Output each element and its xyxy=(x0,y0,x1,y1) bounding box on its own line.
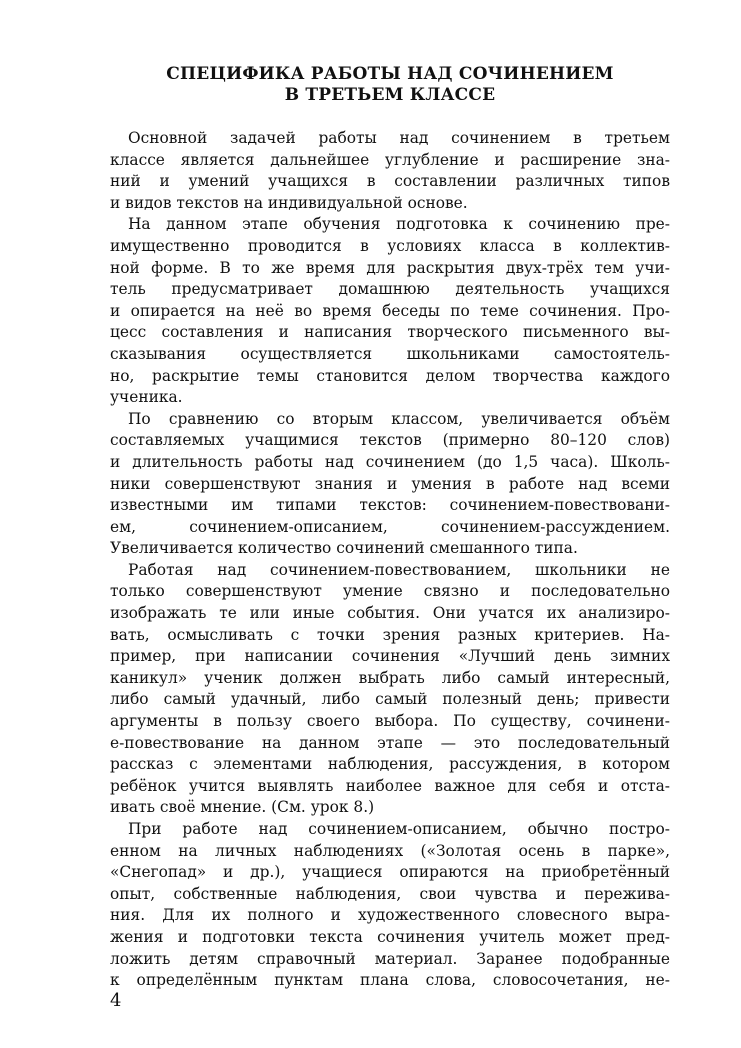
paragraph-line: и видов текстов на индивидуальной основе. xyxy=(110,193,468,212)
paragraph-line: каникул» ученик должен выбрать либо самый интересный, xyxy=(110,668,670,687)
paragraph xyxy=(110,560,670,819)
paragraph-line: е-повествование на данном этапе — это последовательный xyxy=(110,733,670,752)
paragraph-line: ивать своё мнение. (См. урок 8.) xyxy=(110,798,375,817)
paragraph-line: На данном этапе обучения подготовка к сочинению пре- xyxy=(128,215,670,234)
paragraph-line: ребёнок учится выявлять наиболее важное для себя и отста- xyxy=(110,776,670,795)
paragraph-line: ложить детям справочный материал. Заранее подобранные xyxy=(110,949,670,968)
paragraph xyxy=(110,409,670,560)
paragraph xyxy=(110,214,670,408)
paragraph-line: енном на личных наблюдениях («Золотая осень в парке», xyxy=(110,841,670,860)
paragraph-line: к определённым пунктам плана слова, словосочетания, не- xyxy=(110,971,670,990)
paragraph-line: жения и подготовки текста сочинения учитель может пред- xyxy=(110,927,670,946)
paragraph-line: ем, сочинением-описанием, сочинением-рассуждением. xyxy=(110,517,670,536)
paragraph-line: ученика. xyxy=(110,388,183,407)
paragraph-line: Увеличивается количество сочинений смешанного типа. xyxy=(110,539,578,558)
paragraph-line: Основной задачей работы над сочинением в третьем xyxy=(128,129,670,147)
paragraph-line: имущественно проводится в условиях класса в коллектив- xyxy=(110,236,670,255)
paragraph-line: ной форме. В то же время для раскрытия двух-трёх тем учи- xyxy=(110,258,670,277)
paragraph-line: и опирается на неё во время беседы по теме сочинения. Про- xyxy=(110,301,670,320)
paragraph-line: либо самый удачный, либо самый полезный день; привести xyxy=(110,690,670,709)
paragraph-line: изображать те или иные события. Они учатся их анализиро- xyxy=(110,604,670,623)
paragraph-line: но, раскрытие темы становится делом творчества каждого xyxy=(110,366,670,385)
body-text xyxy=(110,128,670,992)
paragraph-line: рассказ с элементами наблюдения, рассуждения, в котором xyxy=(110,755,670,774)
paragraph-line: Работая над сочинением-повествованием, школьники не xyxy=(128,560,670,579)
paragraph-line: и длительность работы над сочинением (до 1,5 часа). Школь- xyxy=(110,452,670,471)
page-number: 4 xyxy=(110,990,122,1011)
paragraph-line: пример, при написании сочинения «Лучший день зимних xyxy=(110,647,670,666)
page-title xyxy=(110,64,670,106)
paragraph-line: опыт, собственные наблюдения, свои чувства и пережива- xyxy=(110,884,670,903)
paragraph-line: известными им типами текстов: сочинением-повествовани- xyxy=(110,496,670,515)
paragraph-line: цесс составления и написания творческого письменного вы- xyxy=(110,323,670,342)
paragraph-line: классе является дальнейшее углубление и расширение зна- xyxy=(110,150,670,169)
paragraph xyxy=(110,819,670,992)
paragraph-line: тель предусматривает домашнюю деятельность учащихся xyxy=(110,280,670,299)
paragraph-line: аргументы в пользу своего выбора. По существу, сочинени- xyxy=(110,712,670,731)
page-content xyxy=(110,64,670,992)
paragraph-line: ния. Для их полного и художественного словесного выра- xyxy=(110,906,670,925)
paragraph xyxy=(110,128,670,214)
paragraph-line: ники совершенствуют знания и умения в работе над всеми xyxy=(110,474,670,493)
title-line: В ТРЕТЬЕМ КЛАССЕ xyxy=(284,85,496,105)
paragraph-line: «Снегопад» и др.), учащиеся опираются на приобретённый xyxy=(110,863,670,882)
paragraph-line: При работе над сочинением-описанием, обычно постро- xyxy=(128,820,670,838)
paragraph-line: сказывания осуществляется школьниками самостоятель- xyxy=(110,344,670,363)
title-line: СПЕЦИФИКА РАБОТЫ НАД СОЧИНЕНИЕМ xyxy=(166,64,614,84)
paragraph-line: только совершенствуют умение связно и последовательно xyxy=(110,582,670,601)
paragraph-line: составляемых учащимися текстов (примерно 80–120 слов) xyxy=(110,431,670,450)
paragraph-line: вать, осмысливать с точки зрения разных критериев. На- xyxy=(110,625,670,644)
paragraph-line: ний и умений учащихся в составлении различных типов xyxy=(110,172,670,191)
paragraph-line: По сравнению со вторым классом, увеличивается объём xyxy=(128,409,670,428)
